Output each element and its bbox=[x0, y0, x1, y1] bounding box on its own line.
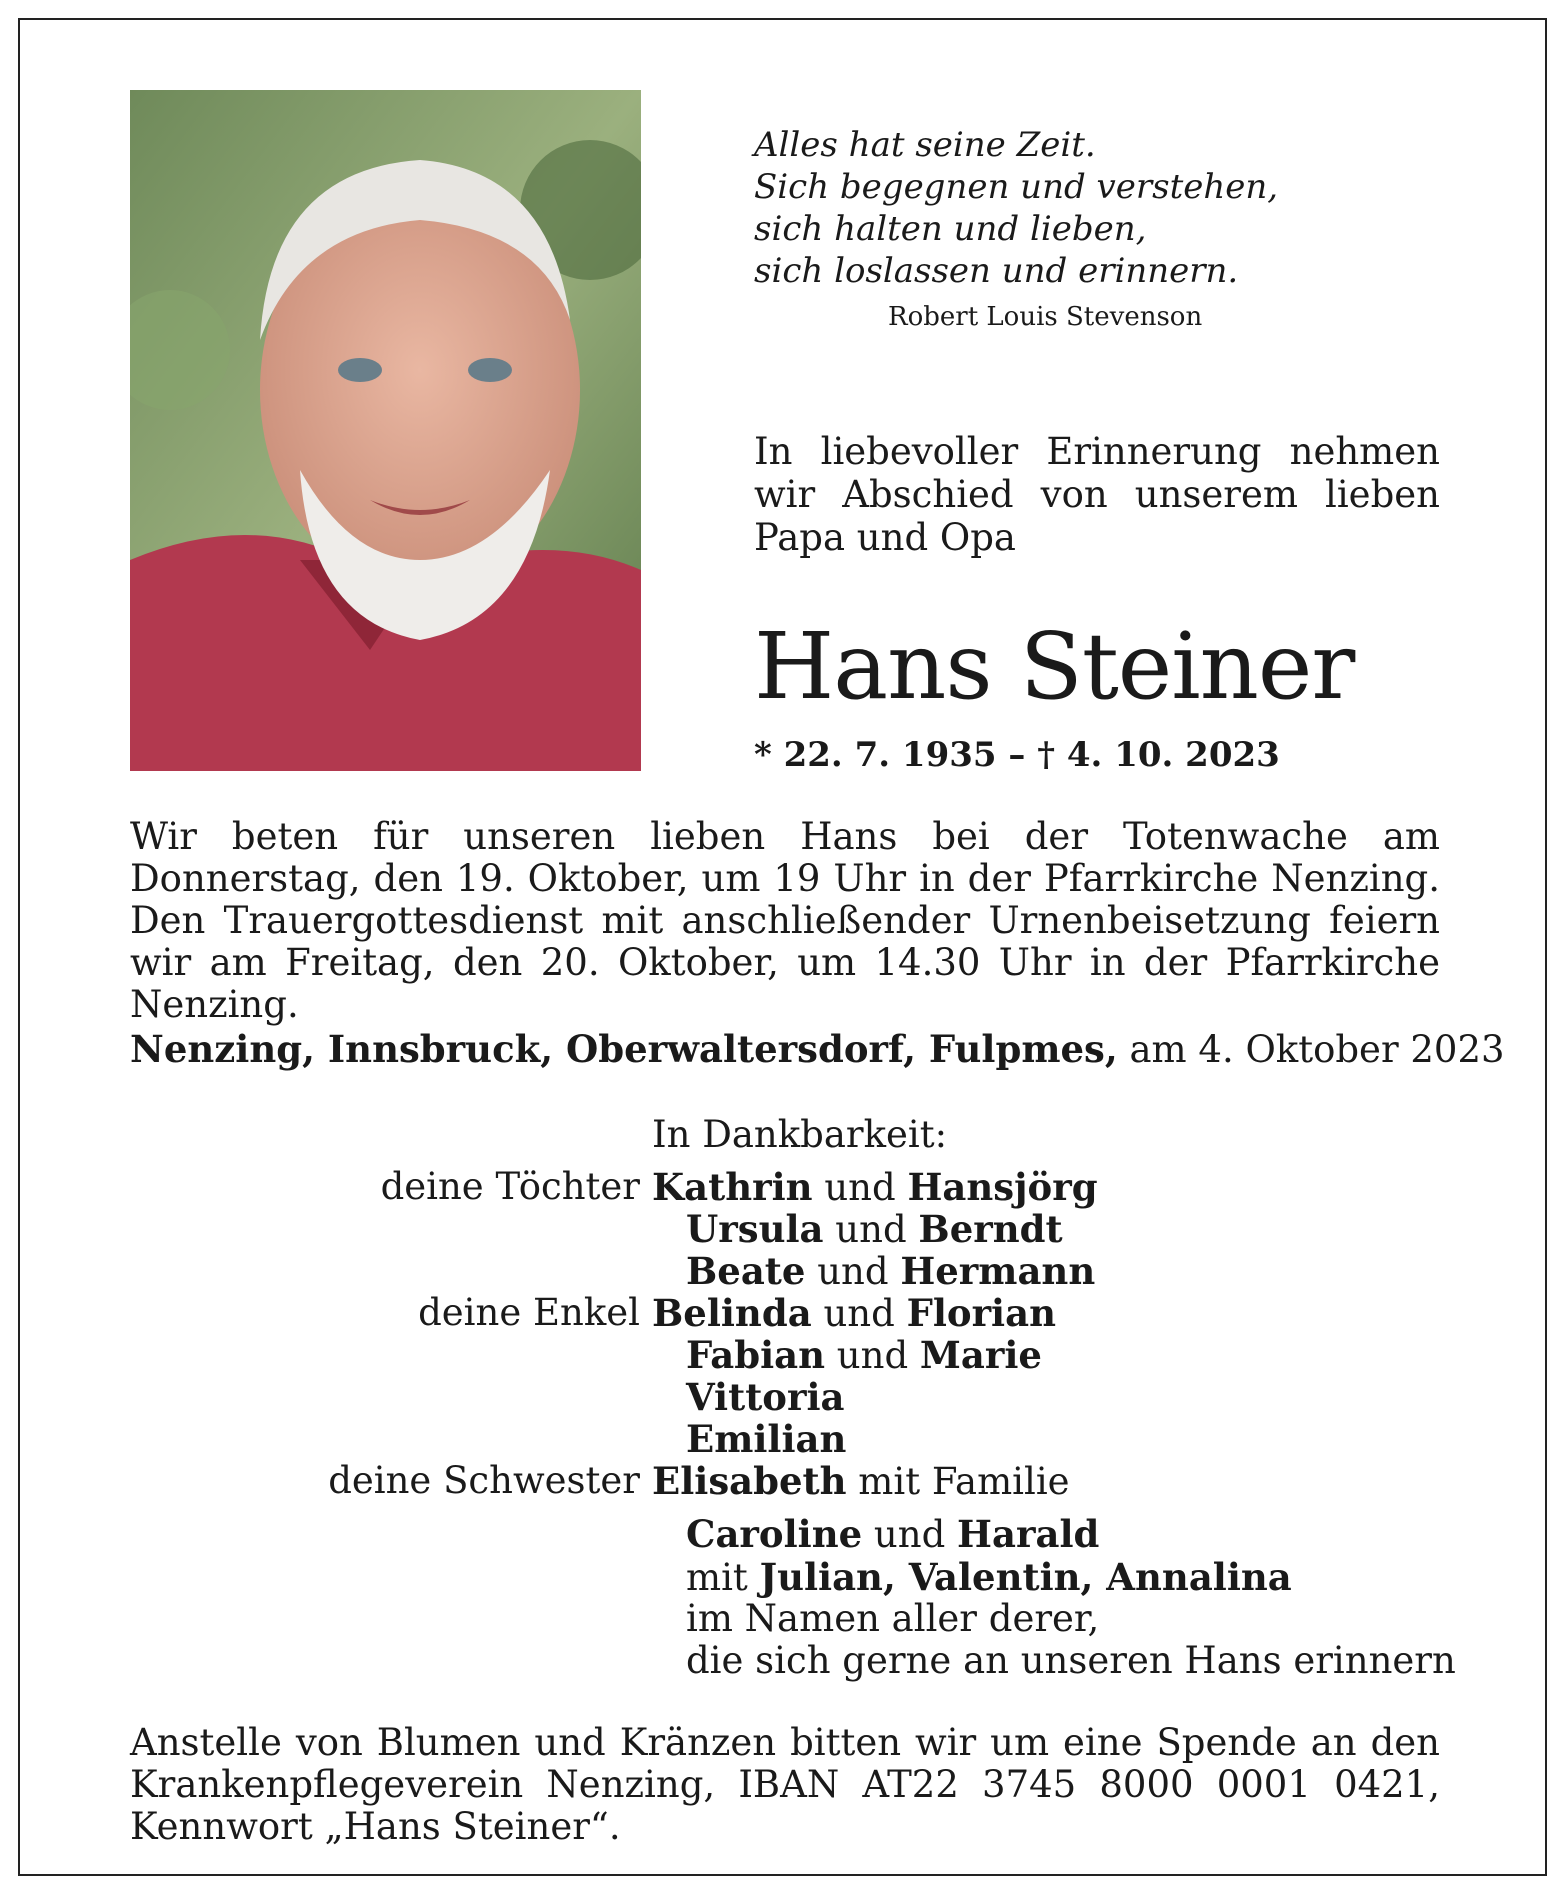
service-details: Wir beten für unseren lieben Hans bei der Totenwache am Donnerstag, den 19. Oktober, um 19 Uhr in der Pfarrkirche Nenzing. Den Trauergottesdienst mit anschließender Urnenbeisetzung feiern wir am Freitag, den 20. Oktober, um 14.30 Uhr in der Pfarrkirche Nenzing. bbox=[130, 815, 1440, 1026]
relation-label: deine Schwester bbox=[328, 1459, 640, 1502]
mourner-line bbox=[686, 1376, 845, 1419]
conjunction: und bbox=[835, 1208, 907, 1251]
quote-author: Robert Louis Stevenson bbox=[888, 302, 1203, 332]
conjunction: und bbox=[824, 1166, 896, 1209]
mourner-name: Julian, Valentin, Annalina bbox=[759, 1555, 1292, 1599]
mourner-line bbox=[686, 1208, 1063, 1251]
thanks-heading: In Dankbarkeit: bbox=[652, 1113, 948, 1156]
mourner-name: Emilian bbox=[686, 1417, 847, 1461]
quote bbox=[754, 124, 1278, 292]
portrait-photo bbox=[130, 90, 641, 771]
quote-line: Sich begegnen und verstehen, bbox=[754, 167, 1279, 207]
relation-label: deine Enkel bbox=[418, 1291, 640, 1334]
donation-request: Anstelle von Blumen und Kränzen bitten wir um eine Spende an den Krankenpflegeverein Nenzing, IBAN AT22 3745 8000 0001 0421, Kennwort „Hans Steiner“. bbox=[130, 1721, 1440, 1848]
mourner-line bbox=[652, 1460, 1070, 1503]
mourner-line bbox=[686, 1513, 1099, 1556]
mourner-line bbox=[652, 1292, 1056, 1335]
notice-date: am 4. Oktober 2023 bbox=[1129, 1028, 1505, 1071]
places: Nenzing, Innsbruck, Oberwaltersdorf, Fulpmes, bbox=[130, 1027, 1118, 1071]
mourner-name: Elisabeth bbox=[652, 1459, 847, 1503]
relation-label: deine Töchter bbox=[380, 1165, 640, 1208]
mourner-line bbox=[686, 1418, 846, 1461]
closing-line: die sich gerne an unseren Hans erinnern bbox=[686, 1639, 1456, 1682]
mourner-name: Belinda bbox=[652, 1291, 812, 1335]
closing-line: im Namen aller derer, bbox=[686, 1597, 1100, 1640]
mourner-name: Ursula bbox=[686, 1207, 824, 1251]
mourner-name: Beate bbox=[686, 1249, 806, 1293]
mourner-name: Kathrin bbox=[652, 1165, 813, 1209]
places-and-date bbox=[130, 1027, 1505, 1071]
mourner-line bbox=[686, 1250, 1095, 1293]
intro-text: In liebevoller Erinnerung nehmen wir Abschied von unserem lieben Papa und Opa bbox=[754, 430, 1440, 559]
quote-line: Alles hat seine Zeit. bbox=[754, 125, 1096, 165]
with-family: mit Familie bbox=[858, 1460, 1070, 1503]
mourner-name: Caroline bbox=[686, 1512, 863, 1556]
mourner-name: Fabian bbox=[686, 1333, 826, 1377]
quote-line: sich loslassen und erinnern. bbox=[754, 251, 1239, 291]
life-dates: * 22. 7. 1935 – † 4. 10. 2023 bbox=[754, 735, 1280, 775]
mourner-name: Marie bbox=[919, 1333, 1042, 1377]
mourner-name: Vittoria bbox=[686, 1375, 845, 1419]
deceased-name: Hans Steiner bbox=[754, 613, 1355, 720]
conjunction: und bbox=[836, 1334, 909, 1377]
mourner-name: Berndt bbox=[918, 1207, 1063, 1251]
mourner-line bbox=[686, 1334, 1042, 1377]
mourner-name: Harald bbox=[957, 1512, 1100, 1556]
mourner-name: Hansjörg bbox=[907, 1165, 1098, 1209]
conjunction: und bbox=[873, 1513, 946, 1556]
mourner-name: Florian bbox=[906, 1291, 1056, 1335]
mourner-line bbox=[652, 1166, 1098, 1209]
mourner-line bbox=[686, 1556, 1292, 1599]
conjunction: und bbox=[817, 1250, 889, 1293]
quote-line: sich halten und lieben, bbox=[754, 209, 1147, 249]
conjunction: mit bbox=[686, 1556, 748, 1599]
conjunction: und bbox=[823, 1292, 895, 1335]
mourner-name: Hermann bbox=[900, 1249, 1096, 1293]
